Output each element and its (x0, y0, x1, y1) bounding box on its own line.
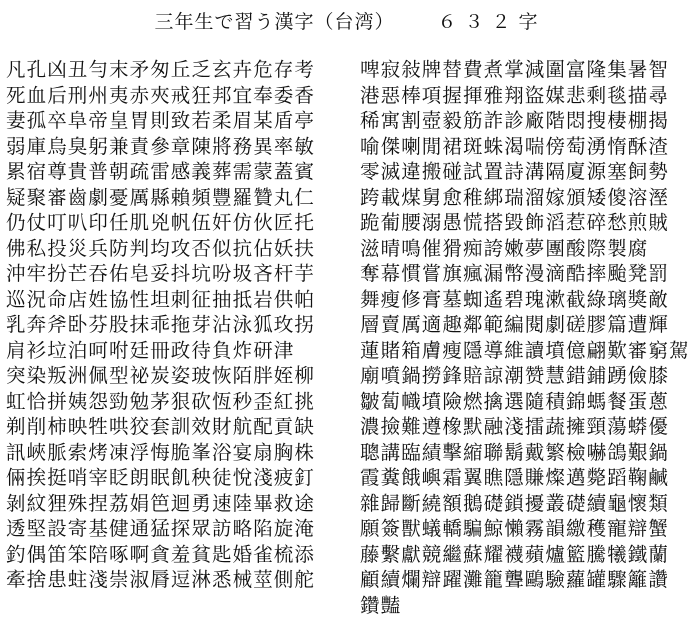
character-row: 釣偶笛笨陪啄啊貪羞貧匙婚雀梳添 (6, 542, 336, 568)
page-title (0, 8, 700, 36)
character-count: ６３２字 (438, 8, 546, 36)
right-character-column (360, 57, 690, 618)
character-row: 剝紋狸殊捏荔娟笆迴勇速陸畢救途 (6, 491, 336, 517)
character-row: 奪幕慣嘗旗瘋漏幣漫滴酷摔颱凳罰 (360, 261, 690, 287)
character-row: 虹恰拼姨怨勁勉茅狠砍恆秒歪紅挑 (6, 389, 336, 415)
character-row: 霞糞餓嶼霜翼瞧隱賺燦邁斃蹈鞠鹹 (360, 465, 690, 491)
character-row: 巡況命店姓協性坦刺征抽抵岩供帕 (6, 287, 336, 313)
character-row: 顧續爛辯躍灘籠聾鷗驗蘿罐驟籬讚 (360, 567, 690, 593)
character-row: 願簽獸蟻轎騙鯨懶霧韻繳穫寵辯蟹 (360, 516, 690, 542)
character-row: 乳奔斧卧芬股抹乖拖芽沾泳狐玫拐 (6, 312, 336, 338)
character-row: 透堅設寄基健通猛探眾訪略陷旋淹 (6, 516, 336, 542)
character-row: 稀寓割壺毅筋詐診廠階悶搜棲棚揭 (360, 108, 690, 134)
character-row: 濃撿難遵橡默融淺擂蔬擁頸蕩蟒優 (360, 414, 690, 440)
character-row: 港惡棒項握揮雅翔盜媒悲剩毯描尋 (360, 83, 690, 109)
character-row: 牽捨患蛀淺崇淑脣逗淋悉械莖側舵 (6, 567, 336, 593)
character-row: 疑聚審齒劇憂厲縣賴頻豐羅贊丸仁 (6, 185, 336, 211)
character-row: 訊峽脈索烤凍浮悔脆峯浴宴扇胸株 (6, 440, 336, 466)
character-row: 剃削柿映牲哄狡套訓效財航配貢缺 (6, 414, 336, 440)
character-row: 啤寂敍牌替費煮掌減圍富隆集暑智 (360, 57, 690, 83)
character-row: 零滅違搬碰試置詩溝隔廈源塞飼勢 (360, 159, 690, 185)
character-row: 弱庫烏臭躬兼責參章陳將務異率敏 (6, 134, 336, 160)
character-row: 凡孔凶丑勻末矛匆丘乏玄卉危存考 (6, 57, 336, 83)
character-row: 層賣厲適趣鄰範編閱劇磋膠篇遭輝 (360, 312, 690, 338)
character-row: 妻孤卒阜帝皇胃則致若柔眉某盾亭 (6, 108, 336, 134)
left-character-column (6, 57, 336, 593)
character-row: 沖牢扮芒吞佑皂妥抖坑吩圾吝杆芋 (6, 261, 336, 287)
character-row: 肩衫垃泊呵咐廷冊政待負炸研津 (6, 338, 336, 364)
character-row: 聰講臨績擊縮聯鬍戴繁檢嚇鴿艱鍋 (360, 440, 690, 466)
character-row: 佛私投災兵防判均攻否似抗佔妖扶 (6, 236, 336, 262)
character-row: 鑽豔 (360, 593, 690, 618)
character-row: 跨載煤舅愈稚綁瑞溜嫁頒矮傻溶溼 (360, 185, 690, 211)
character-row: 跪葡腰溺愚慌搭毀飾滔惹碎愁煎賊 (360, 210, 690, 236)
character-row: 累宿尊貴普朝疏雷感義葬需蒙蓋賓 (6, 159, 336, 185)
character-row: 藤繫獻競繼蘇耀襪蘋爐籃騰犧鐵蘭 (360, 542, 690, 568)
character-row: 仍仗叮叭印任肌兇帆伍奸仿伙匠托 (6, 210, 336, 236)
character-row: 死血后刑州夷赤夾戒狂邦宜奉委香 (6, 83, 336, 109)
character-row: 皺蔔幟墳險燃擒選隨積錦螞餐蛋蔥 (360, 389, 690, 415)
character-row: 滋晴鳴催猾痴誇嫩夢團酸際製腐 (360, 236, 690, 262)
character-row: 突染叛洲佩型祕炭姿玻恢陌胖姪柳 (6, 363, 336, 389)
character-row: 雜歸斷繞額鵝礎鎖擾叢礎續龜懷類 (360, 491, 690, 517)
character-row: 蓮賭箱膚瘦隱導維讀墳億翩歎審窮駕 (360, 338, 690, 364)
character-row: 喻傑喇閒裙斑蛛渴喘傍萄湧惰酥渣 (360, 134, 690, 160)
character-row: 倆挨挺哨宰眨朗眠飢秧徒悅淺疲釘 (6, 465, 336, 491)
character-row: 舞瘦修膏墓蜘遙碧瑰漱截綠璃獎敵 (360, 287, 690, 313)
title-text: 三年生で習う漢字（台湾） (154, 11, 394, 33)
character-row: 廟噴鍋撈鋒賠諒潮赞慧錯鋪踴儉膝 (360, 363, 690, 389)
